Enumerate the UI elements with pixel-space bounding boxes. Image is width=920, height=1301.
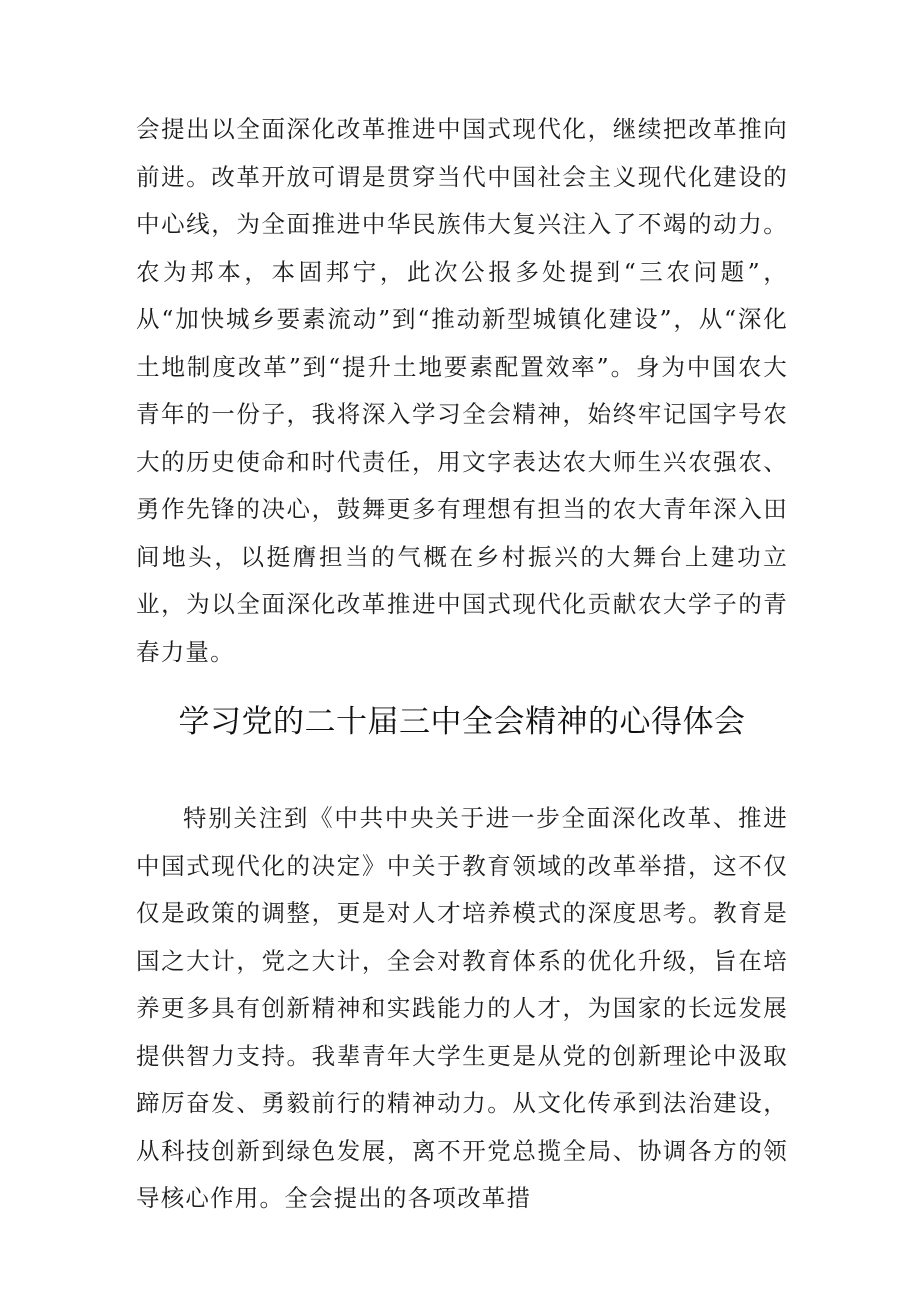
body-paragraph-continued: 会提出以全面深化改革推进中国式现代化，继续把改革推向前进。改革开放可谓是贯穿当代中国社会主义现代化建设的中心线，为全面推进中华民族伟大复兴注入了不竭的动力。农为邦本，本固邦宁，此次公报多处提到“三农问题”，从“加快城乡要素流动”到“推动新型城镇化建设”，从“深化土地制度改革”到“提升土地要素配置效率”。身为中国农大青年的一份子，我将深入学习全会精神，始终牢记国字号农大的历史使命和时代责任，用文字表达农大师生兴农强农、勇作先锋的决心，鼓舞更多有理想有担当的农大青年深入田间地头，以挺膺担当的气概在乡村振兴的大舞台上建功立业，为以全面深化改革推进中国式现代化贡献农大学子的青春力量。: [136, 115, 788, 666]
section-heading: 学习党的二十届三中全会精神的心得体会: [178, 704, 746, 740]
continued-section: [136, 106, 788, 676]
body-paragraph: 特别关注到《中共中央关于进一步全面深化改革、推进中国式现代化的决定》中关于教育领域的改革举措，这不仅仅是政策的调整，更是对人才培养模式的深度思考。教育是国之大计，党之大计，全会对教育体系的优化升级，旨在培养更多具有创新精神和实践能力的人才，为国家的长远发展提供智力支持。我辈青年大学生更是从党的创新理论中汲取蹄厉奋发、勇毅前行的精神动力。从文化传承到法治建设，从科技创新到绿色发展，离不开党总揽全局、协调各方的领导核心作用。全会提出的各项改革措: [136, 804, 788, 1212]
essay-section: [136, 795, 788, 1223]
